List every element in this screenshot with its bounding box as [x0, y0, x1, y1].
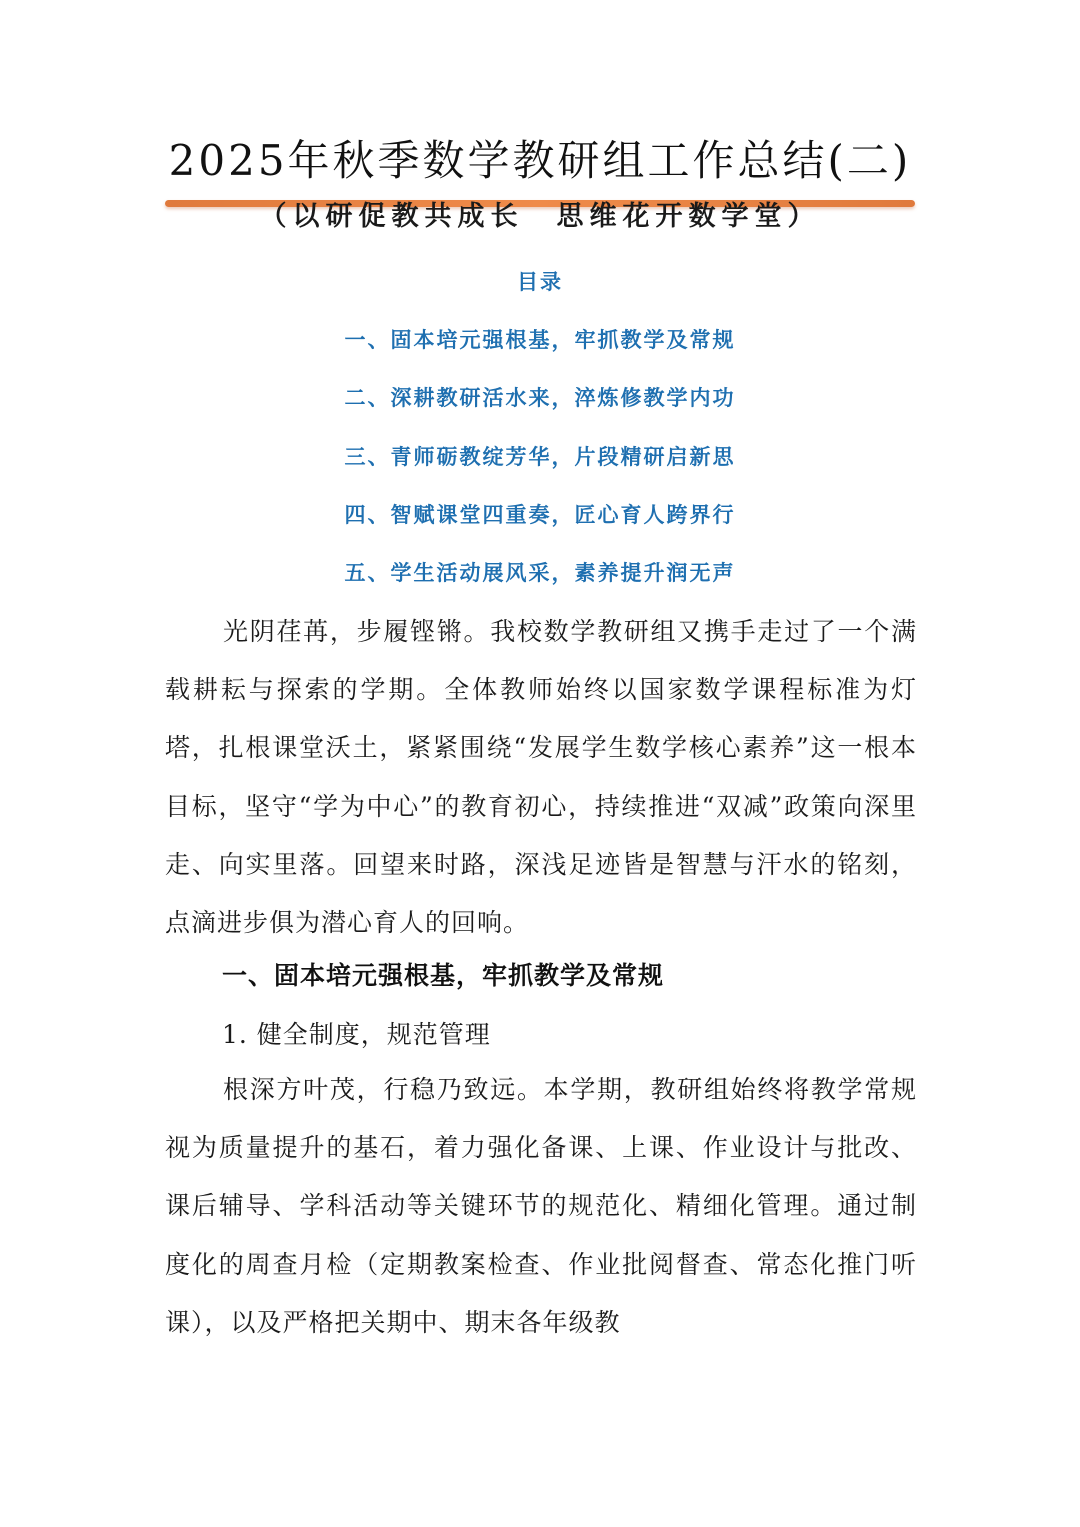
document-subtitle: （以研促教共成长 思维花开数学堂） — [259, 201, 821, 232]
intro-paragraph: 光阴荏苒，步履铿锵。我校数学教研组又携手走过了一个满载耕耘与探索的学期。全体教师始终以国家数学课程标准为灯塔，扎根课堂沃土，紧紧围绕“发展学生数学核心素养”这一根本目标，坚守“学为中心”的教育初心，持续推进“双减”政策向深里走、向实里落。回望来时路，深浅足迹皆是智慧与汗水的铭刻，点滴进步俱为潜心育人的回响。 — [165, 617, 917, 938]
section-paragraph: 根深方叶茂，行稳乃致远。本学期，教研组始终将教学常规视为质量提升的基石，着力强化备课、上课、作业设计与批改、课后辅导、学科活动等关键环节的规范化、精细化管理。通过制度化的周查月检（定期教案检查、作业批阅督查、常态化推门听课），以及严格把关期中、期末各年级教 — [165, 1075, 917, 1337]
toc-item: 三、青师砺教绽芳华，片段精研启新思 — [344, 445, 736, 469]
toc-item: 一、固本培元强根基，牢抓教学及常规 — [344, 328, 736, 352]
toc-item: 二、深耕教研活水来，淬炼修教学内功 — [344, 386, 736, 410]
toc-heading: 目录 — [517, 270, 563, 294]
document-title: 2025年秋季数学教研组工作总结(二) — [168, 136, 912, 185]
toc-item: 五、学生活动展风采，素养提升润无声 — [344, 561, 736, 585]
sub-heading: 1. 健全制度，规范管理 — [222, 1020, 491, 1049]
section-heading: 一、固本培元强根基，牢抓教学及常规 — [222, 961, 665, 990]
toc-item: 四、智赋课堂四重奏，匠心育人跨界行 — [344, 503, 736, 527]
